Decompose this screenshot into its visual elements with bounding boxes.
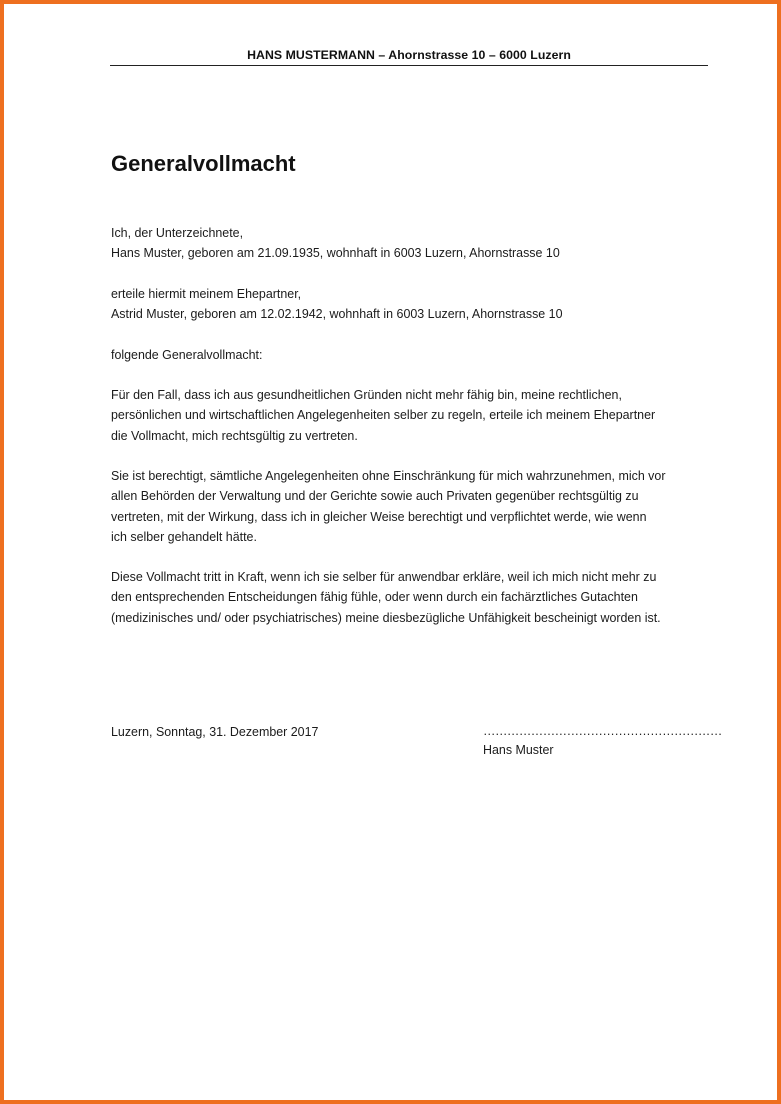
paragraph-authority — [111, 466, 721, 548]
paragraph-line: die Vollmacht, mich rechtsgültig zu vertreten. — [111, 428, 358, 443]
paragraph-line: Astrid Muster, geboren am 12.02.1942, wohnhaft in 6003 Luzern, Ahornstrasse 10 — [111, 307, 563, 322]
paragraph-line: persönlichen und wirtschaftlichen Angelegenheiten selber zu regeln, erteile ich meinem Ehepartner — [111, 408, 656, 423]
paragraph-line: Hans Muster, geboren am 21.09.1935, wohnhaft in 6003 Luzern, Ahornstrasse 10 — [111, 246, 560, 261]
paragraph-line: Für den Fall, dass ich aus gesundheitlichen Gründen nicht mehr fähig bin, meine rechtlichen, — [111, 388, 622, 402]
signature-line: …………………………………………………… — [483, 724, 722, 738]
paragraph-condition — [111, 385, 721, 446]
paragraph-line: erteile hiermit meinem Ehepartner, — [111, 287, 302, 301]
paragraph-effect — [111, 567, 721, 628]
letterhead-divider — [110, 65, 708, 66]
paragraph-line: folgende Generalvollmacht: — [111, 348, 263, 362]
paragraph-grantor — [111, 223, 721, 264]
paragraph-line: allen Behörden der Verwaltung und der Gerichte sowie auch Privaten gegenüber rechtsgültig zu — [111, 489, 639, 504]
paragraph-line: (medizinisches und/ oder psychiatrisches) meine diesbezügliche Unfähigkeit bescheinigt worden ist. — [111, 610, 661, 625]
paragraph-line: den entsprechenden Entscheidungen fähig fühle, oder wenn durch ein fachärztliches Gutachten — [111, 590, 638, 605]
signatory-name: Hans Muster — [483, 743, 554, 757]
document-title: Generalvollmacht — [111, 151, 296, 176]
paragraph-grantee — [111, 284, 721, 325]
place-and-date: Luzern, Sonntag, 31. Dezember 2017 — [111, 725, 319, 739]
paragraph-line: vertreten, mit der Wirkung, dass ich in gleicher Weise berechtigt und verpflichtet werde, wie wenn — [111, 509, 647, 524]
paragraph-line: Diese Vollmacht tritt in Kraft, wenn ich sie selber für anwendbar erkläre, weil ich mich nicht mehr zu — [111, 570, 657, 584]
paragraph-line: ich selber gehandelt hätte. — [111, 530, 257, 545]
paragraph-intro — [111, 345, 721, 365]
paragraph-line: Sie ist berechtigt, sämtliche Angelegenheiten ohne Einschränkung für mich wahrzunehmen, mich vor — [111, 469, 666, 483]
letterhead: HANS MUSTERMANN – Ahornstrasse 10 – 6000 Luzern — [247, 48, 571, 62]
paragraph-line: Ich, der Unterzeichnete, — [111, 226, 244, 240]
